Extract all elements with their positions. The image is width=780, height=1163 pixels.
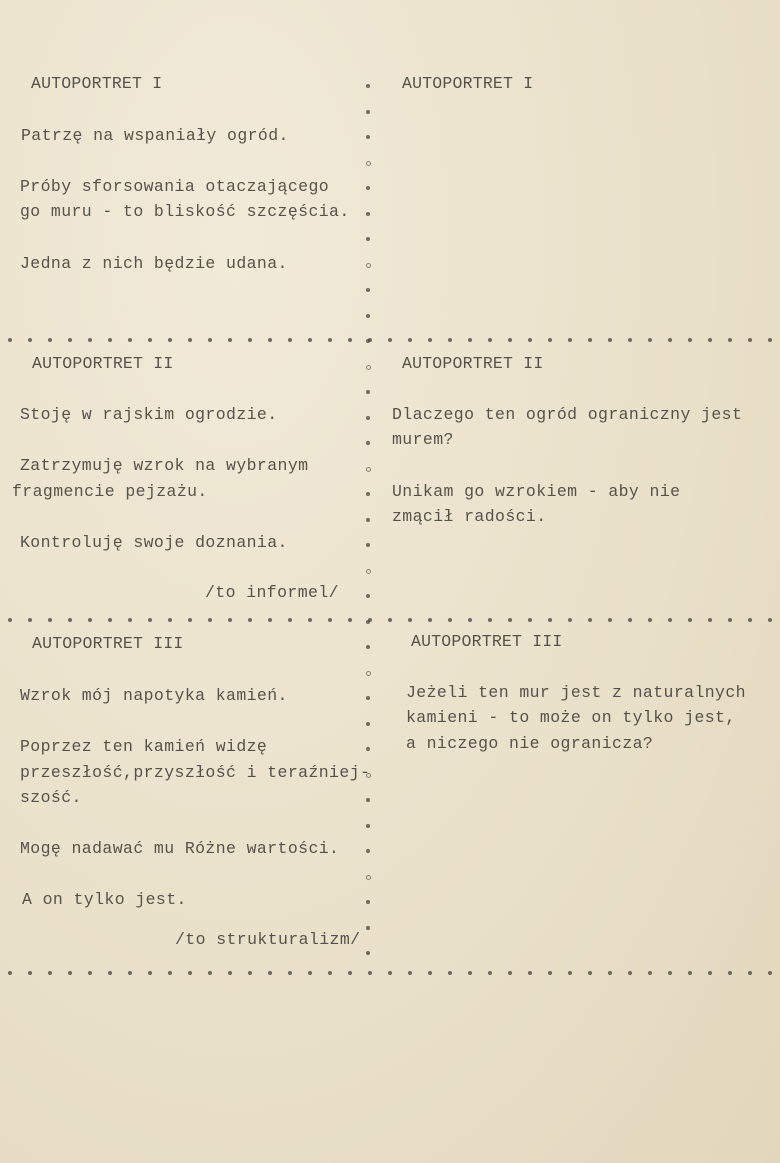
separator-dot <box>388 618 392 622</box>
separator-dot <box>308 338 312 342</box>
separator-dot <box>428 618 432 622</box>
separator-dot <box>568 971 572 975</box>
separator-dot <box>348 338 352 342</box>
separator-dot <box>328 971 332 975</box>
separator-dot <box>508 618 512 622</box>
section-3-left-line-3: przeszłość,przyszłość i teraźniej- <box>20 763 371 782</box>
separator-dot <box>728 338 732 342</box>
separator-dot <box>48 338 52 342</box>
separator-dot <box>448 971 452 975</box>
section-3-right-line-2: kamieni - to może on tylko jest, <box>406 708 736 727</box>
separator-dot <box>108 338 112 342</box>
dotted-separator-1 <box>0 338 780 344</box>
separator-dot <box>728 618 732 622</box>
separator-dot <box>248 971 252 975</box>
separator-dot <box>88 618 92 622</box>
divider-dot <box>366 186 370 190</box>
section-1-left-heading: AUTOPORTRET I <box>31 74 163 93</box>
section-2-left-line-3: fragmencie pejzażu. <box>12 482 208 501</box>
separator-dot <box>648 971 652 975</box>
divider-dot <box>366 467 371 472</box>
separator-dot <box>448 618 452 622</box>
section-3-left-line-5: Mogę nadawać mu Różne wartości. <box>20 839 340 858</box>
separator-dot <box>348 618 352 622</box>
section-2-left-line-1: Stoję w rajskim ogrodzie. <box>20 405 278 424</box>
separator-dot <box>568 618 572 622</box>
divider-dot <box>366 824 370 828</box>
section-2-left-line-2: Zatrzymuję wzrok na wybranym <box>20 456 309 475</box>
section-2-right-heading: AUTOPORTRET II <box>402 354 544 373</box>
separator-dot <box>228 618 232 622</box>
separator-dot <box>308 618 312 622</box>
separator-dot <box>428 338 432 342</box>
separator-dot <box>348 971 352 975</box>
separator-dot <box>68 618 72 622</box>
separator-dot <box>268 971 272 975</box>
section-3-right-line-3: a niczego nie ogranicza? <box>406 734 654 753</box>
separator-dot <box>768 618 772 622</box>
separator-dot <box>128 971 132 975</box>
divider-dot <box>366 926 370 930</box>
section-1-left-line-3: go muru - to bliskość szczęścia. <box>20 202 350 221</box>
separator-dot <box>408 338 412 342</box>
separator-dot <box>248 338 252 342</box>
separator-dot <box>608 338 612 342</box>
dotted-separator-3 <box>0 971 780 977</box>
divider-dot <box>366 314 370 318</box>
separator-dot <box>548 971 552 975</box>
separator-dot <box>148 338 152 342</box>
dotted-column-divider <box>366 84 372 964</box>
separator-dot <box>688 338 692 342</box>
divider-dot <box>366 696 370 700</box>
divider-dot <box>366 135 370 139</box>
divider-dot <box>366 110 370 114</box>
separator-dot <box>168 618 172 622</box>
divider-dot <box>366 747 370 751</box>
separator-dot <box>648 338 652 342</box>
section-1-right-heading: AUTOPORTRET I <box>402 74 534 93</box>
divider-dot <box>366 492 370 496</box>
separator-dot <box>548 618 552 622</box>
separator-dot <box>68 971 72 975</box>
separator-dot <box>748 338 752 342</box>
section-3-left-line-1: Wzrok mój napotyka kamień. <box>20 686 288 705</box>
separator-dot <box>608 971 612 975</box>
separator-dot <box>588 338 592 342</box>
separator-dot <box>128 338 132 342</box>
separator-dot <box>408 971 412 975</box>
divider-dot <box>366 416 370 420</box>
separator-dot <box>708 971 712 975</box>
separator-dot <box>208 338 212 342</box>
separator-dot <box>768 971 772 975</box>
separator-dot <box>528 338 532 342</box>
divider-dot <box>366 518 370 522</box>
separator-dot <box>228 971 232 975</box>
separator-dot <box>48 618 52 622</box>
separator-dot <box>528 971 532 975</box>
separator-dot <box>768 338 772 342</box>
separator-dot <box>488 618 492 622</box>
separator-dot <box>8 338 12 342</box>
separator-dot <box>608 618 612 622</box>
divider-dot <box>366 339 370 343</box>
separator-dot <box>708 618 712 622</box>
separator-dot <box>688 971 692 975</box>
separator-dot <box>28 338 32 342</box>
separator-dot <box>648 618 652 622</box>
separator-dot <box>748 618 752 622</box>
separator-dot <box>28 971 32 975</box>
separator-dot <box>468 338 472 342</box>
separator-dot <box>388 971 392 975</box>
separator-dot <box>268 338 272 342</box>
section-3-right-heading: AUTOPORTRET III <box>411 632 563 651</box>
separator-dot <box>208 618 212 622</box>
divider-dot <box>366 161 371 166</box>
divider-dot <box>366 390 370 394</box>
separator-dot <box>668 338 672 342</box>
separator-dot <box>268 618 272 622</box>
separator-dot <box>288 338 292 342</box>
section-3-left-note: /to strukturalizm/ <box>175 930 361 949</box>
separator-dot <box>288 971 292 975</box>
separator-dot <box>88 971 92 975</box>
divider-dot <box>366 569 371 574</box>
separator-dot <box>288 618 292 622</box>
separator-dot <box>448 338 452 342</box>
divider-dot <box>366 645 370 649</box>
divider-dot <box>366 543 370 547</box>
separator-dot <box>248 618 252 622</box>
separator-dot <box>548 338 552 342</box>
separator-dot <box>488 338 492 342</box>
divider-dot <box>366 722 370 726</box>
separator-dot <box>588 971 592 975</box>
separator-dot <box>408 618 412 622</box>
separator-dot <box>368 971 372 975</box>
separator-dot <box>108 971 112 975</box>
divider-dot <box>366 620 370 624</box>
separator-dot <box>528 618 532 622</box>
separator-dot <box>668 971 672 975</box>
separator-dot <box>188 971 192 975</box>
divider-dot <box>366 365 371 370</box>
section-1-left-line-2: Próby sforsowania otaczającego <box>20 177 330 196</box>
separator-dot <box>188 618 192 622</box>
divider-dot <box>366 773 371 778</box>
divider-dot <box>366 671 371 676</box>
separator-dot <box>688 618 692 622</box>
separator-dot <box>168 338 172 342</box>
separator-dot <box>108 618 112 622</box>
separator-dot <box>568 338 572 342</box>
divider-dot <box>366 212 370 216</box>
separator-dot <box>188 338 192 342</box>
separator-dot <box>428 971 432 975</box>
separator-dot <box>328 338 332 342</box>
separator-dot <box>308 971 312 975</box>
divider-dot <box>366 951 370 955</box>
separator-dot <box>168 971 172 975</box>
separator-dot <box>28 618 32 622</box>
section-3-left-line-2: Poprzez ten kamień widzę <box>20 737 268 756</box>
section-3-left-line-6: A on tylko jest. <box>22 890 187 909</box>
divider-dot <box>366 849 370 853</box>
divider-dot <box>366 84 370 88</box>
section-3-right-line-1: Jeżeli ten mur jest z naturalnych <box>406 683 746 702</box>
separator-dot <box>68 338 72 342</box>
separator-dot <box>128 618 132 622</box>
separator-dot <box>588 618 592 622</box>
separator-dot <box>728 971 732 975</box>
separator-dot <box>468 971 472 975</box>
separator-dot <box>148 618 152 622</box>
separator-dot <box>508 338 512 342</box>
divider-dot <box>366 288 370 292</box>
section-1-left-line-4: Jedna z nich będzie udana. <box>20 254 288 273</box>
separator-dot <box>328 618 332 622</box>
separator-dot <box>668 618 672 622</box>
section-2-left-note: /to informel/ <box>205 583 339 602</box>
section-3-left-heading: AUTOPORTRET III <box>32 634 184 653</box>
section-2-right-line-4: zmącił radości. <box>392 507 547 526</box>
separator-dot <box>208 971 212 975</box>
separator-dot <box>508 971 512 975</box>
section-2-right-line-2: murem? <box>392 430 454 449</box>
section-3-left-line-4: szość. <box>20 788 82 807</box>
separator-dot <box>388 338 392 342</box>
separator-dot <box>628 971 632 975</box>
section-2-right-line-1: Dlaczego ten ogród ograniczny jest <box>392 405 743 424</box>
separator-dot <box>8 618 12 622</box>
divider-dot <box>366 594 370 598</box>
divider-dot <box>366 798 370 802</box>
dotted-separator-2 <box>0 618 780 624</box>
separator-dot <box>628 618 632 622</box>
divider-dot <box>366 263 371 268</box>
separator-dot <box>148 971 152 975</box>
separator-dot <box>48 971 52 975</box>
separator-dot <box>628 338 632 342</box>
section-2-left-heading: AUTOPORTRET II <box>32 354 174 373</box>
divider-dot <box>366 441 370 445</box>
section-2-right-line-3: Unikam go wzrokiem - aby nie <box>392 482 681 501</box>
section-1-left-line-1: Patrzę na wspaniały ogród. <box>21 126 289 145</box>
separator-dot <box>88 338 92 342</box>
separator-dot <box>708 338 712 342</box>
divider-dot <box>366 875 371 880</box>
divider-dot <box>366 900 370 904</box>
divider-dot <box>366 237 370 241</box>
separator-dot <box>748 971 752 975</box>
separator-dot <box>468 618 472 622</box>
separator-dot <box>228 338 232 342</box>
section-2-left-line-4: Kontroluję swoje doznania. <box>20 533 288 552</box>
separator-dot <box>488 971 492 975</box>
separator-dot <box>8 971 12 975</box>
